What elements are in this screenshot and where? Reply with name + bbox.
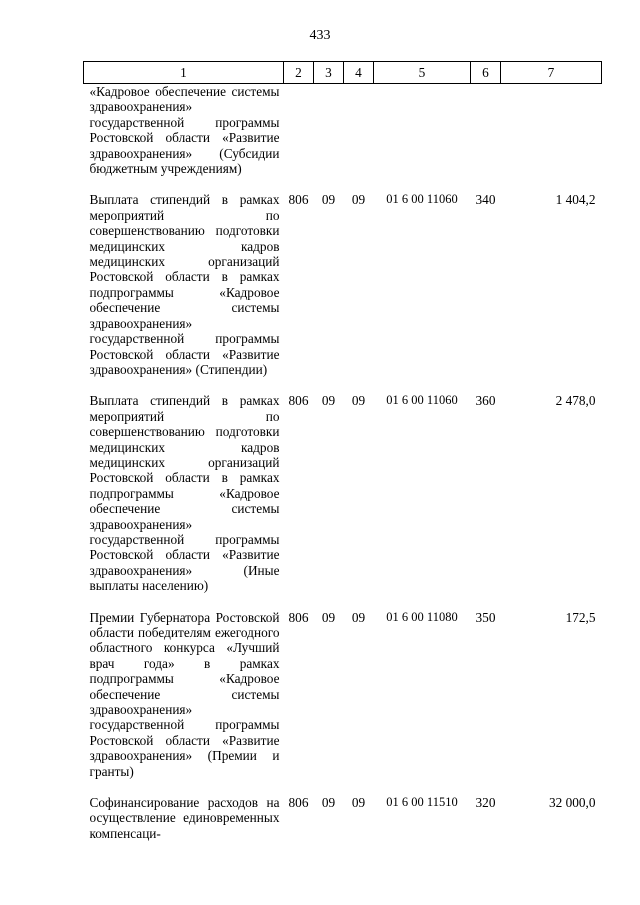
row-amount [501,84,602,183]
row-expense-type: 320 [475,795,496,811]
row-section-code: 09 [321,795,336,811]
row-ministry-code [284,84,314,183]
row-description: Выплата стипендий в рамках мероприятий по совершенствованию подготовки медицинских кадров медицинских организаций Ростовской области в рамках подпрограммы «Кадровое обеспечение системы здравоохранения» государственной программы Ростовской области «Развитие здравоохранения» (Стипендии) [89,192,280,377]
header-col-7: 7 [501,62,602,84]
row-section-code: 09 [321,192,336,208]
budget-table [83,61,602,847]
header-col-4: 4 [344,62,374,84]
row-target-code: 01 6 00 11510 [386,795,458,810]
header-col-2: 2 [284,62,314,84]
row-amount: 2 478,0 [555,393,596,409]
row-description: Премии Губернатора Ростовской области победителям ежегодного областного конкурса «Лучший врач года» в рамках подпрограммы «Кадровое обеспечение системы здравоохранения» государственной программы Ростовской области «Развитие здравоохранения» (Премии и гранты) [89,609,280,779]
table-row [84,383,602,599]
row-ministry-code: 806 [288,795,309,811]
header-col-1: 1 [84,62,284,84]
row-amount: 1 404,2 [555,192,596,208]
table-row [84,84,602,183]
row-target-code [374,84,471,183]
row-subsection-code: 09 [351,795,366,811]
row-section-code: 09 [321,609,336,625]
row-amount: 172,5 [565,609,596,625]
table-header-row [84,62,602,84]
row-expense-type: 340 [475,192,496,208]
table-row [84,785,602,847]
row-ministry-code: 806 [288,192,309,208]
row-expense-type [471,84,501,183]
row-expense-type: 350 [475,609,496,625]
row-expense-type: 360 [475,393,496,409]
header-col-5: 5 [374,62,471,84]
row-description: «Кадровое обеспечение системы здравоохранения» государственной программы Ростовской области «Развитие здравоохранения» (Субсидии бюджетным учреждениям) [89,84,280,177]
row-subsection-code: 09 [351,393,366,409]
row-ministry-code: 806 [288,393,309,409]
row-ministry-code: 806 [288,609,309,625]
row-description: Выплата стипендий в рамках мероприятий по совершенствованию подготовки медицинских кадров медицинских организаций Ростовской области в рамках подпрограммы «Кадровое обеспечение системы здравоохранения» государственной программы Ростовской области «Развитие здравоохранения» (Иные выплаты населению) [89,393,280,594]
row-target-code: 01 6 00 11060 [386,192,458,207]
header-col-6: 6 [471,62,501,84]
table-row [84,600,602,785]
row-section-code: 09 [321,393,336,409]
table-row [84,182,602,383]
header-col-3: 3 [314,62,344,84]
row-subsection-code: 09 [351,192,366,208]
row-amount: 32 000,0 [548,795,596,811]
row-target-code: 01 6 00 11060 [386,393,458,408]
row-section-code [314,84,344,183]
row-target-code: 01 6 00 11080 [386,609,458,624]
row-description: Софинансирование расходов на осуществление единовременных компенсаци- [89,795,280,841]
row-subsection-code: 09 [351,609,366,625]
row-subsection-code [344,84,374,183]
page-number: 433 [309,28,331,43]
